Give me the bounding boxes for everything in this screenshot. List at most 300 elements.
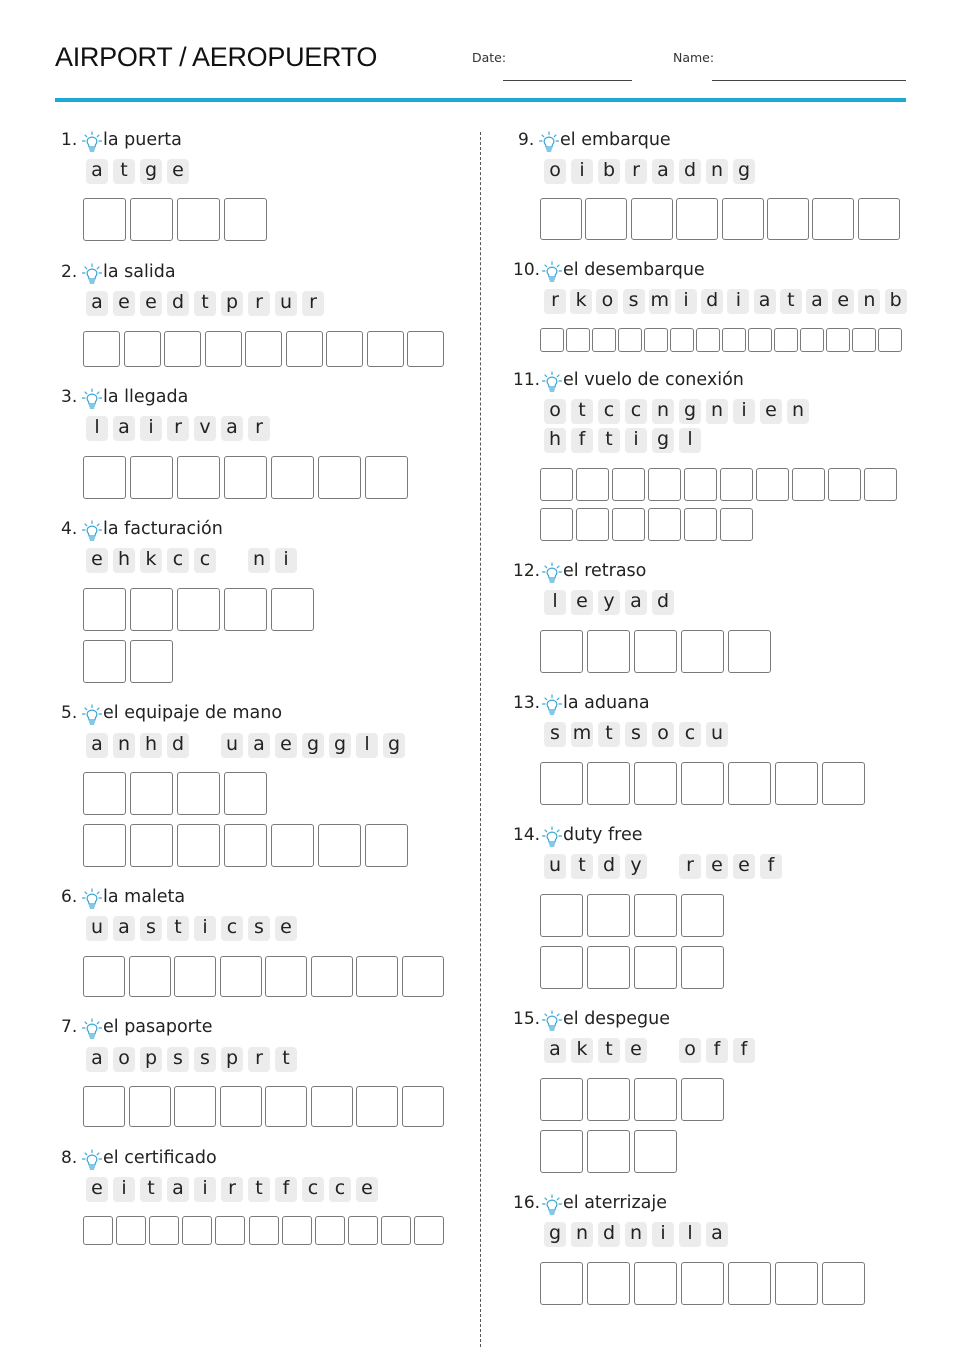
answer-box[interactable] [130,198,173,241]
letter-tile: n [248,548,270,573]
answer-box[interactable] [402,1086,444,1127]
letter-tile: a [706,1222,728,1247]
letter-tile: c [329,1177,351,1202]
letter-tile: d [598,854,620,879]
answer-box[interactable] [224,772,267,815]
answer-box[interactable] [587,894,630,937]
item-number: 2. [61,262,78,282]
answer-box[interactable] [618,328,642,352]
letter-tile: f [571,428,593,453]
letter-tile: c [194,548,216,573]
lightbulb-icon[interactable] [542,694,562,716]
answer-box[interactable] [130,772,173,815]
letter-tile: e [571,590,593,615]
answer-box[interactable] [130,588,173,631]
answer-box[interactable] [318,456,361,499]
answer-box[interactable] [634,1130,677,1173]
answer-box[interactable] [812,198,854,240]
letter-tile: u [706,722,728,747]
letter-tile: y [625,854,647,879]
letter-tile: a [86,291,108,316]
answer-box[interactable] [124,331,161,367]
lightbulb-icon[interactable] [82,704,102,726]
letter-tile: e [86,1177,108,1202]
letter-tile: t [598,1038,620,1063]
answer-box[interactable] [129,956,171,997]
answer-box[interactable] [381,1216,411,1245]
letter-tile: p [221,291,243,316]
answer-box[interactable] [326,331,363,367]
answer-box[interactable] [587,1130,630,1173]
answer-box[interactable] [174,956,216,997]
answer-box[interactable] [271,588,314,631]
lightbulb-icon[interactable] [82,520,102,542]
letter-tile: o [544,399,566,424]
letter-tile: c [167,548,189,573]
answer-box[interactable] [271,824,314,867]
item-number: 10. [513,260,541,280]
answer-box[interactable] [265,956,307,997]
answer-box[interactable] [748,328,772,352]
letter-tile: e [275,733,297,758]
answer-box[interactable] [540,328,564,352]
answer-box[interactable] [215,1216,245,1245]
answer-box[interactable] [348,1216,378,1245]
letter-tile: n [787,399,809,424]
letter-tile: f [760,854,782,879]
letter-tile: s [544,722,566,747]
letter-tile: t [194,291,216,316]
answer-box[interactable] [566,328,590,352]
letter-tile: l [544,590,566,615]
answer-box[interactable] [634,1262,677,1305]
answer-box[interactable] [722,328,746,352]
answer-box[interactable] [670,328,694,352]
letter-tile: a [86,1047,108,1072]
answer-box[interactable] [540,508,573,541]
answer-box[interactable] [681,894,724,937]
answer-box[interactable] [130,824,173,867]
answer-box[interactable] [540,894,583,937]
letter-tile: h [140,733,162,758]
letter-tile: t [113,159,135,184]
letter-tile: n [625,1222,647,1247]
vocabulary-word: la aduana [563,693,650,713]
vocabulary-word: el desembarque [563,260,705,280]
answer-box[interactable] [800,328,824,352]
item-number: 9. [518,130,535,150]
answer-box[interactable] [587,762,630,805]
answer-box[interactable] [634,1078,677,1121]
answer-box[interactable] [684,508,717,541]
letter-tile: h [544,428,566,453]
letter-tile: s [167,1047,189,1072]
answer-box[interactable] [612,508,645,541]
letter-tile: b [598,159,620,184]
answer-box[interactable] [249,1216,279,1245]
lightbulb-icon[interactable] [542,1194,562,1216]
answer-box[interactable] [367,331,404,367]
answer-box[interactable] [177,824,220,867]
answer-box[interactable] [83,1216,113,1245]
item-number: 11. [513,370,541,390]
answer-box[interactable] [129,1086,171,1127]
letter-tile: o [652,722,674,747]
answer-box[interactable] [634,762,677,805]
letter-tile: o [679,1038,701,1063]
answer-box[interactable] [774,328,798,352]
letter-tile: i [194,1177,216,1202]
vocabulary-word: la puerta [103,130,182,150]
answer-box[interactable] [282,1216,312,1245]
item-number: 3. [61,387,78,407]
answer-box[interactable] [265,1086,307,1127]
item-number: 13. [513,693,541,713]
answer-box[interactable] [182,1216,212,1245]
answer-box[interactable] [356,956,398,997]
letter-tile: e [140,291,162,316]
answer-box[interactable] [720,508,753,541]
answer-box[interactable] [540,1078,583,1121]
letter-tile: a [248,733,270,758]
letter-tile: e [625,1038,647,1063]
answer-box[interactable] [130,456,173,499]
answer-box[interactable] [634,894,677,937]
answer-box[interactable] [205,331,242,367]
letter-tile: f [275,1177,297,1202]
vocabulary-word: el certificado [103,1148,217,1168]
answer-box[interactable] [407,331,444,367]
answer-box[interactable] [83,198,126,241]
letter-tile: l [86,416,108,441]
letter-tile: g [383,733,405,758]
page-title: AIRPORT / AEROPUERTO [55,42,378,72]
answer-box[interactable] [540,1130,583,1173]
letter-tile: i [113,1177,135,1202]
letter-tile: a [113,916,135,941]
date-field[interactable] [503,80,632,81]
answer-box[interactable] [775,1262,818,1305]
letter-tile: r [248,416,270,441]
answer-box[interactable] [177,588,220,631]
answer-box[interactable] [220,956,262,997]
answer-box[interactable] [540,198,582,240]
letter-tile: e [113,291,135,316]
answer-box[interactable] [83,956,125,997]
answer-box[interactable] [83,640,126,683]
answer-box[interactable] [696,328,720,352]
date-label: Date: [472,50,507,65]
letter-tile: l [356,733,378,758]
letter-tile: r [302,291,324,316]
letter-tile: s [194,1047,216,1072]
answer-box[interactable] [864,468,897,501]
lightbulb-icon[interactable] [82,888,102,910]
letter-tile: r [248,1047,270,1072]
letter-tile: t [571,399,593,424]
lightbulb-icon[interactable] [542,371,562,393]
letter-tile: g [652,428,674,453]
name-field[interactable] [712,80,906,81]
answer-box[interactable] [286,331,323,367]
answer-box[interactable] [648,508,681,541]
letter-tile: v [194,416,216,441]
answer-box[interactable] [414,1216,444,1245]
lightbulb-icon[interactable] [82,1149,102,1171]
letter-tile: s [140,916,162,941]
lightbulb-icon[interactable] [542,1010,562,1032]
answer-box[interactable] [756,468,789,501]
letter-tile: e [167,159,189,184]
letter-tile: c [221,916,243,941]
letter-tile: u [86,916,108,941]
answer-box[interactable] [365,456,408,499]
letter-tile: r [625,159,647,184]
answer-box[interactable] [775,762,818,805]
answer-box[interactable] [83,824,126,867]
letter-tile: t [275,1047,297,1072]
answer-box[interactable] [587,1262,630,1305]
answer-box[interactable] [878,328,902,352]
letter-tile: n [113,733,135,758]
letter-tile: i [727,289,749,314]
letter-tile: c [625,399,647,424]
letter-tile: g [302,733,324,758]
letter-tile: a [544,1038,566,1063]
item-number: 12. [513,561,541,581]
answer-box[interactable] [828,468,861,501]
vocabulary-word: el retraso [563,561,647,581]
item-number: 14. [513,825,541,845]
letter-tile: r [221,1177,243,1202]
letter-tile: d [167,291,189,316]
letter-tile: t [598,722,620,747]
answer-box[interactable] [311,956,353,997]
answer-box[interactable] [576,508,609,541]
answer-box[interactable] [767,198,809,240]
answer-box[interactable] [681,1078,724,1121]
answer-box[interactable] [634,946,677,989]
answer-box[interactable] [164,331,201,367]
letter-tile: a [625,590,647,615]
letter-tile: u [275,291,297,316]
answer-box[interactable] [83,331,120,367]
letter-tile: n [858,289,880,314]
answer-box[interactable] [722,198,764,240]
letter-tile: i [140,416,162,441]
answer-box[interactable] [245,331,282,367]
answer-box[interactable] [220,1086,262,1127]
answer-box[interactable] [585,198,627,240]
answer-box[interactable] [822,1262,865,1305]
answer-box[interactable] [83,588,126,631]
letter-tile: o [113,1047,135,1072]
answer-box[interactable] [728,630,771,673]
item-number: 5. [61,703,78,723]
answer-box[interactable] [177,772,220,815]
letter-tile: u [221,733,243,758]
letter-tile: o [596,289,618,314]
answer-box[interactable] [311,1086,353,1127]
letter-tile: a [167,1177,189,1202]
letter-tile: a [221,416,243,441]
letter-tile: a [113,416,135,441]
letter-tile: a [754,289,776,314]
answer-box[interactable] [224,824,267,867]
vocabulary-word: la facturación [103,519,223,539]
answer-box[interactable] [720,468,753,501]
answer-box[interactable] [540,762,583,805]
letter-tile: o [544,159,566,184]
item-number: 7. [61,1017,78,1037]
letter-tile: m [571,722,593,747]
letter-tile: t [571,854,593,879]
letter-tile: t [248,1177,270,1202]
letter-tile: n [652,399,674,424]
answer-box[interactable] [852,328,876,352]
letter-tile: r [248,291,270,316]
answer-box[interactable] [540,946,583,989]
answer-box[interactable] [728,1262,771,1305]
answer-box[interactable] [540,1262,583,1305]
item-number: 1. [61,130,78,150]
answer-box[interactable] [83,1086,125,1127]
letter-tile: l [679,1222,701,1247]
answer-box[interactable] [822,762,865,805]
answer-box[interactable] [681,1262,724,1305]
letter-tile: k [571,1038,593,1063]
letter-tile: y [598,590,620,615]
answer-box[interactable] [149,1216,179,1245]
letter-tile: f [733,1038,755,1063]
answer-box[interactable] [826,328,850,352]
vocabulary-word: duty free [563,825,643,845]
answer-box[interactable] [224,198,267,241]
answer-box[interactable] [540,630,583,673]
answer-box[interactable] [648,468,681,501]
worksheet-header [55,0,906,104]
vocabulary-word: la salida [103,262,176,282]
header-rule [55,98,906,102]
answer-box[interactable] [174,1086,216,1127]
answer-box[interactable] [83,456,126,499]
answer-box[interactable] [676,198,718,240]
letter-tile: d [652,590,674,615]
answer-box[interactable] [130,640,173,683]
letter-tile: b [885,289,907,314]
letter-tile: i [625,428,647,453]
lightbulb-icon[interactable] [542,562,562,584]
answer-box[interactable] [684,468,717,501]
letter-tile: r [679,854,701,879]
answer-box[interactable] [612,468,645,501]
letter-tile: e [275,916,297,941]
letter-tile: a [86,159,108,184]
letter-tile: f [706,1038,728,1063]
letter-tile: p [140,1047,162,1072]
answer-box[interactable] [858,198,900,240]
letter-tile: c [598,399,620,424]
lightbulb-icon[interactable] [82,263,102,285]
answer-box[interactable] [792,468,825,501]
answer-box[interactable] [356,1086,398,1127]
answer-box[interactable] [177,456,220,499]
letter-tile: l [679,428,701,453]
vocabulary-word: el despegue [563,1009,671,1029]
letter-tile: e [832,289,854,314]
letter-tile: n [706,159,728,184]
letter-tile: h [113,548,135,573]
letter-tile: k [140,548,162,573]
letter-tile: k [570,289,592,314]
answer-box[interactable] [644,328,668,352]
answer-box[interactable] [681,630,724,673]
lightbulb-icon[interactable] [82,388,102,410]
letter-tile: t [167,916,189,941]
column-divider [480,132,481,1347]
answer-box[interactable] [271,456,314,499]
answer-box[interactable] [318,824,361,867]
letter-tile: g [679,399,701,424]
letter-tile: i [571,159,593,184]
letter-tile: e [86,548,108,573]
answer-box[interactable] [681,762,724,805]
lightbulb-icon[interactable] [542,826,562,848]
lightbulb-icon[interactable] [542,261,562,283]
vocabulary-word: la maleta [103,887,186,907]
answer-box[interactable] [592,328,616,352]
letter-tile: e [356,1177,378,1202]
answer-box[interactable] [587,630,630,673]
letter-tile: s [625,722,647,747]
answer-box[interactable] [177,198,220,241]
answer-box[interactable] [365,824,408,867]
answer-box[interactable] [402,956,444,997]
answer-box[interactable] [116,1216,146,1245]
lightbulb-icon[interactable] [539,131,559,153]
vocabulary-word: el pasaporte [103,1017,213,1037]
item-number: 16. [513,1193,541,1213]
letter-tile: i [733,399,755,424]
answer-box[interactable] [728,762,771,805]
lightbulb-icon[interactable] [82,131,102,153]
letter-tile: i [675,289,697,314]
answer-box[interactable] [631,198,673,240]
answer-box[interactable] [587,946,630,989]
item-number: 6. [61,887,78,907]
answer-box[interactable] [681,946,724,989]
letter-tile: g [544,1222,566,1247]
answer-box[interactable] [540,468,573,501]
letter-tile: s [248,916,270,941]
lightbulb-icon[interactable] [82,1018,102,1040]
answer-box[interactable] [634,630,677,673]
letter-tile: r [544,289,566,314]
vocabulary-word: el embarque [560,130,671,150]
answer-box[interactable] [83,772,126,815]
letter-tile: n [571,1222,593,1247]
answer-box[interactable] [224,588,267,631]
answer-box[interactable] [576,468,609,501]
answer-box[interactable] [315,1216,345,1245]
answer-box[interactable] [224,456,267,499]
letter-tile: g [733,159,755,184]
letter-tile: t [140,1177,162,1202]
answer-box[interactable] [587,1078,630,1121]
letter-tile: d [679,159,701,184]
letter-tile: r [167,416,189,441]
letter-tile: u [544,854,566,879]
